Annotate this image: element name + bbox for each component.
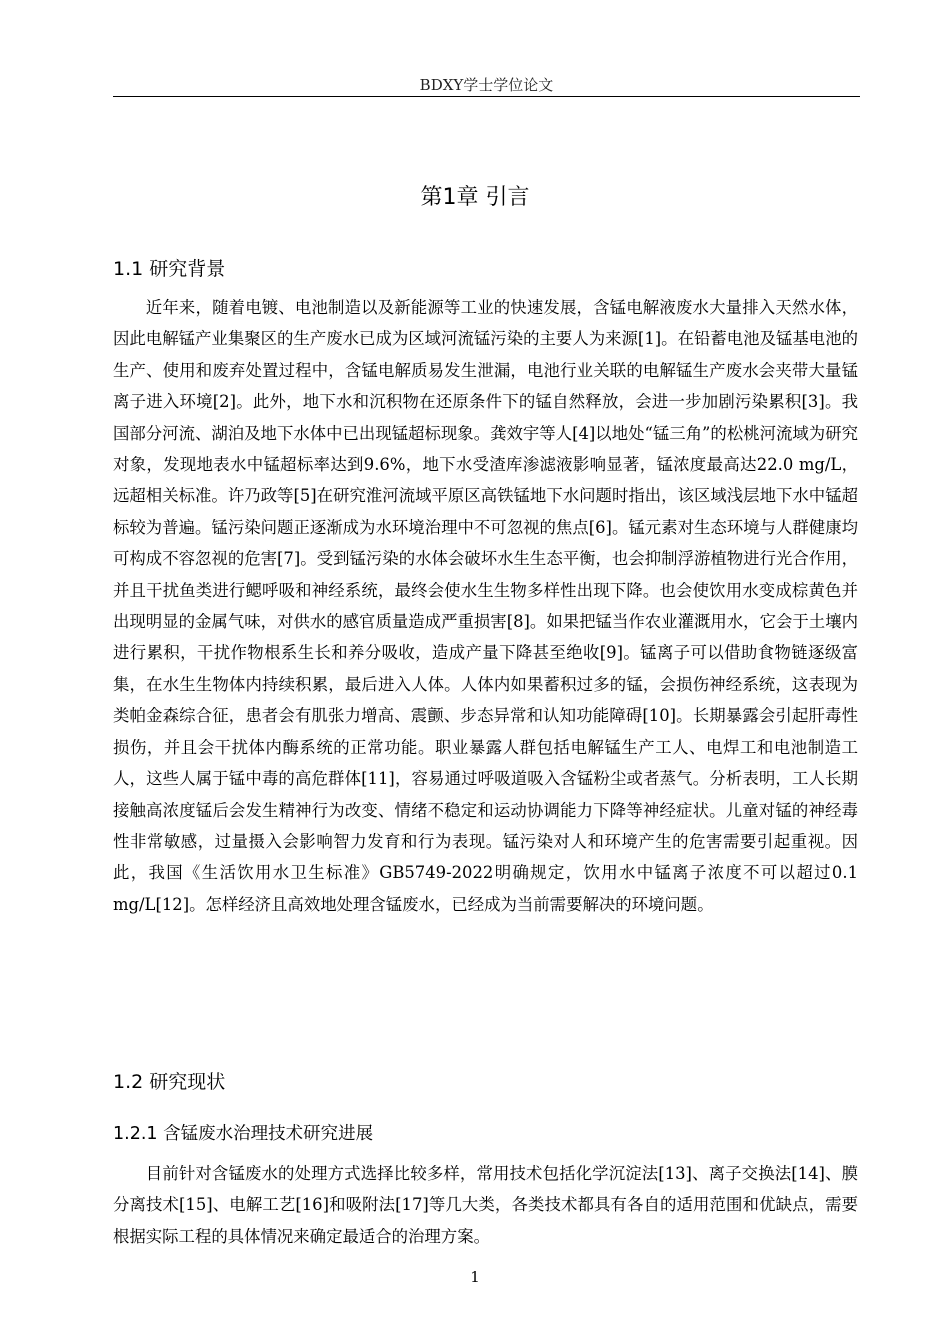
paragraph-treatment-progress: 目前针对含锰废水的处理方式选择比较多样，常用技术包括化学沉淀法[13]、离子交换法[14]、膜分离技术[15]、电解工艺[16]和吸附法[17]等几大类，各类技术都具有各自的适用范围和优缺点，需要根据实际工程的具体情况来确定最适合的治理方案。 [113,1164,858,1246]
paragraph-research-background: 近年来，随着电镀、电池制造以及新能源等工业的快速发展，含锰电解液废水大量排入天然水体，因此电解锰产业集聚区的生产废水已成为区域河流锰污染的主要人为来源[1]。在铅蓄电池及锰基电池的生产、使用和废弃处置过程中，含锰电解质易发生泄漏，电池行业关联的电解锰生产废水会夹带大量锰离子进入环境[2]。此外，地下水和沉积物在还原条件下的锰自然释放，会进一步加剧污染累积[3]。我国部分河流、湖泊及地下水体中已出现锰超标现象。龚效宇等人[4]以地处“锰三角”的松桃河流域为研究对象，发现地表水中锰超标率达到9.6%，地下水受渣库渗滤液影响显著，锰浓度最高达22.0 mg/L，远超相关标准。许乃政等[5]在研究淮河流域平原区高铁锰地下水问题时指出，该区域浅层地下水中锰超标较为普遍。锰污染问题正逐渐成为水环境治理中不可忽视的焦点[6]。锰元素对生态环境与人群健康均可构成不容忽视的危害[7]。受到锰污染的水体会破坏水生生态平衡，也会抑制浮游植物进行光合作用，并且干扰鱼类进行鳃呼吸和神经系统，最终会使水生生物多样性出现下降。也会使饮用水变成棕黄色并出现明显的金属气味，对供水的感官质量造成严重损害[8]。如果把锰当作农业灌溉用水，它会于土壤内进行累积，干扰作物根系生长和养分吸收，造成产量下降甚至绝收[9]。锰离子可以借助食物链逐级富集，在水生生物体内持续积累，最后进入人体。人体内如果蓄积过多的锰，会损伤神经系统，这表现为类帕金森综合征，患者会有肌张力增高、震颤、步态异常和认知功能障碍[10]。长期暴露会引起肝毒性损伤，并且会干扰体内酶系统的正常功能。职业暴露人群包括电解锰生产工人、电焊工和电池制造工人，这些人属于锰中毒的高危群体[11]，容易通过呼吸道吸入含锰粉尘或者蒸气。分析表明，工人长期接触高浓度锰后会发生精神行为改变、情绪不稳定和运动协调能力下降等神经症状。儿童对锰的神经毒性非常敏感，过量摄入会影响智力发育和行为表现。锰污染对人和环境产生的危害需要引起重视。因此，我国《生活饮用水卫生标准》GB5749-2022明确规定，饮用水中锰离子浓度不可以超过0.1 mg/L[12]。怎样经济且高效地处理含锰废水，已经成为当前需要解决的环境问题。 [113,298,858,914]
page-number: 1 [470,1268,480,1286]
running-header: BDXY学士学位论文 [419,76,554,94]
section-heading-1-2: 1.2 研究现状 [113,1071,226,1093]
section-heading-1-2-1: 1.2.1 含锰废水治理技术研究进展 [113,1124,374,1144]
section-heading-1-1: 1.1 研究背景 [113,258,226,280]
chapter-title: 第1章 引言 [420,185,530,210]
header-rule [113,96,860,97]
